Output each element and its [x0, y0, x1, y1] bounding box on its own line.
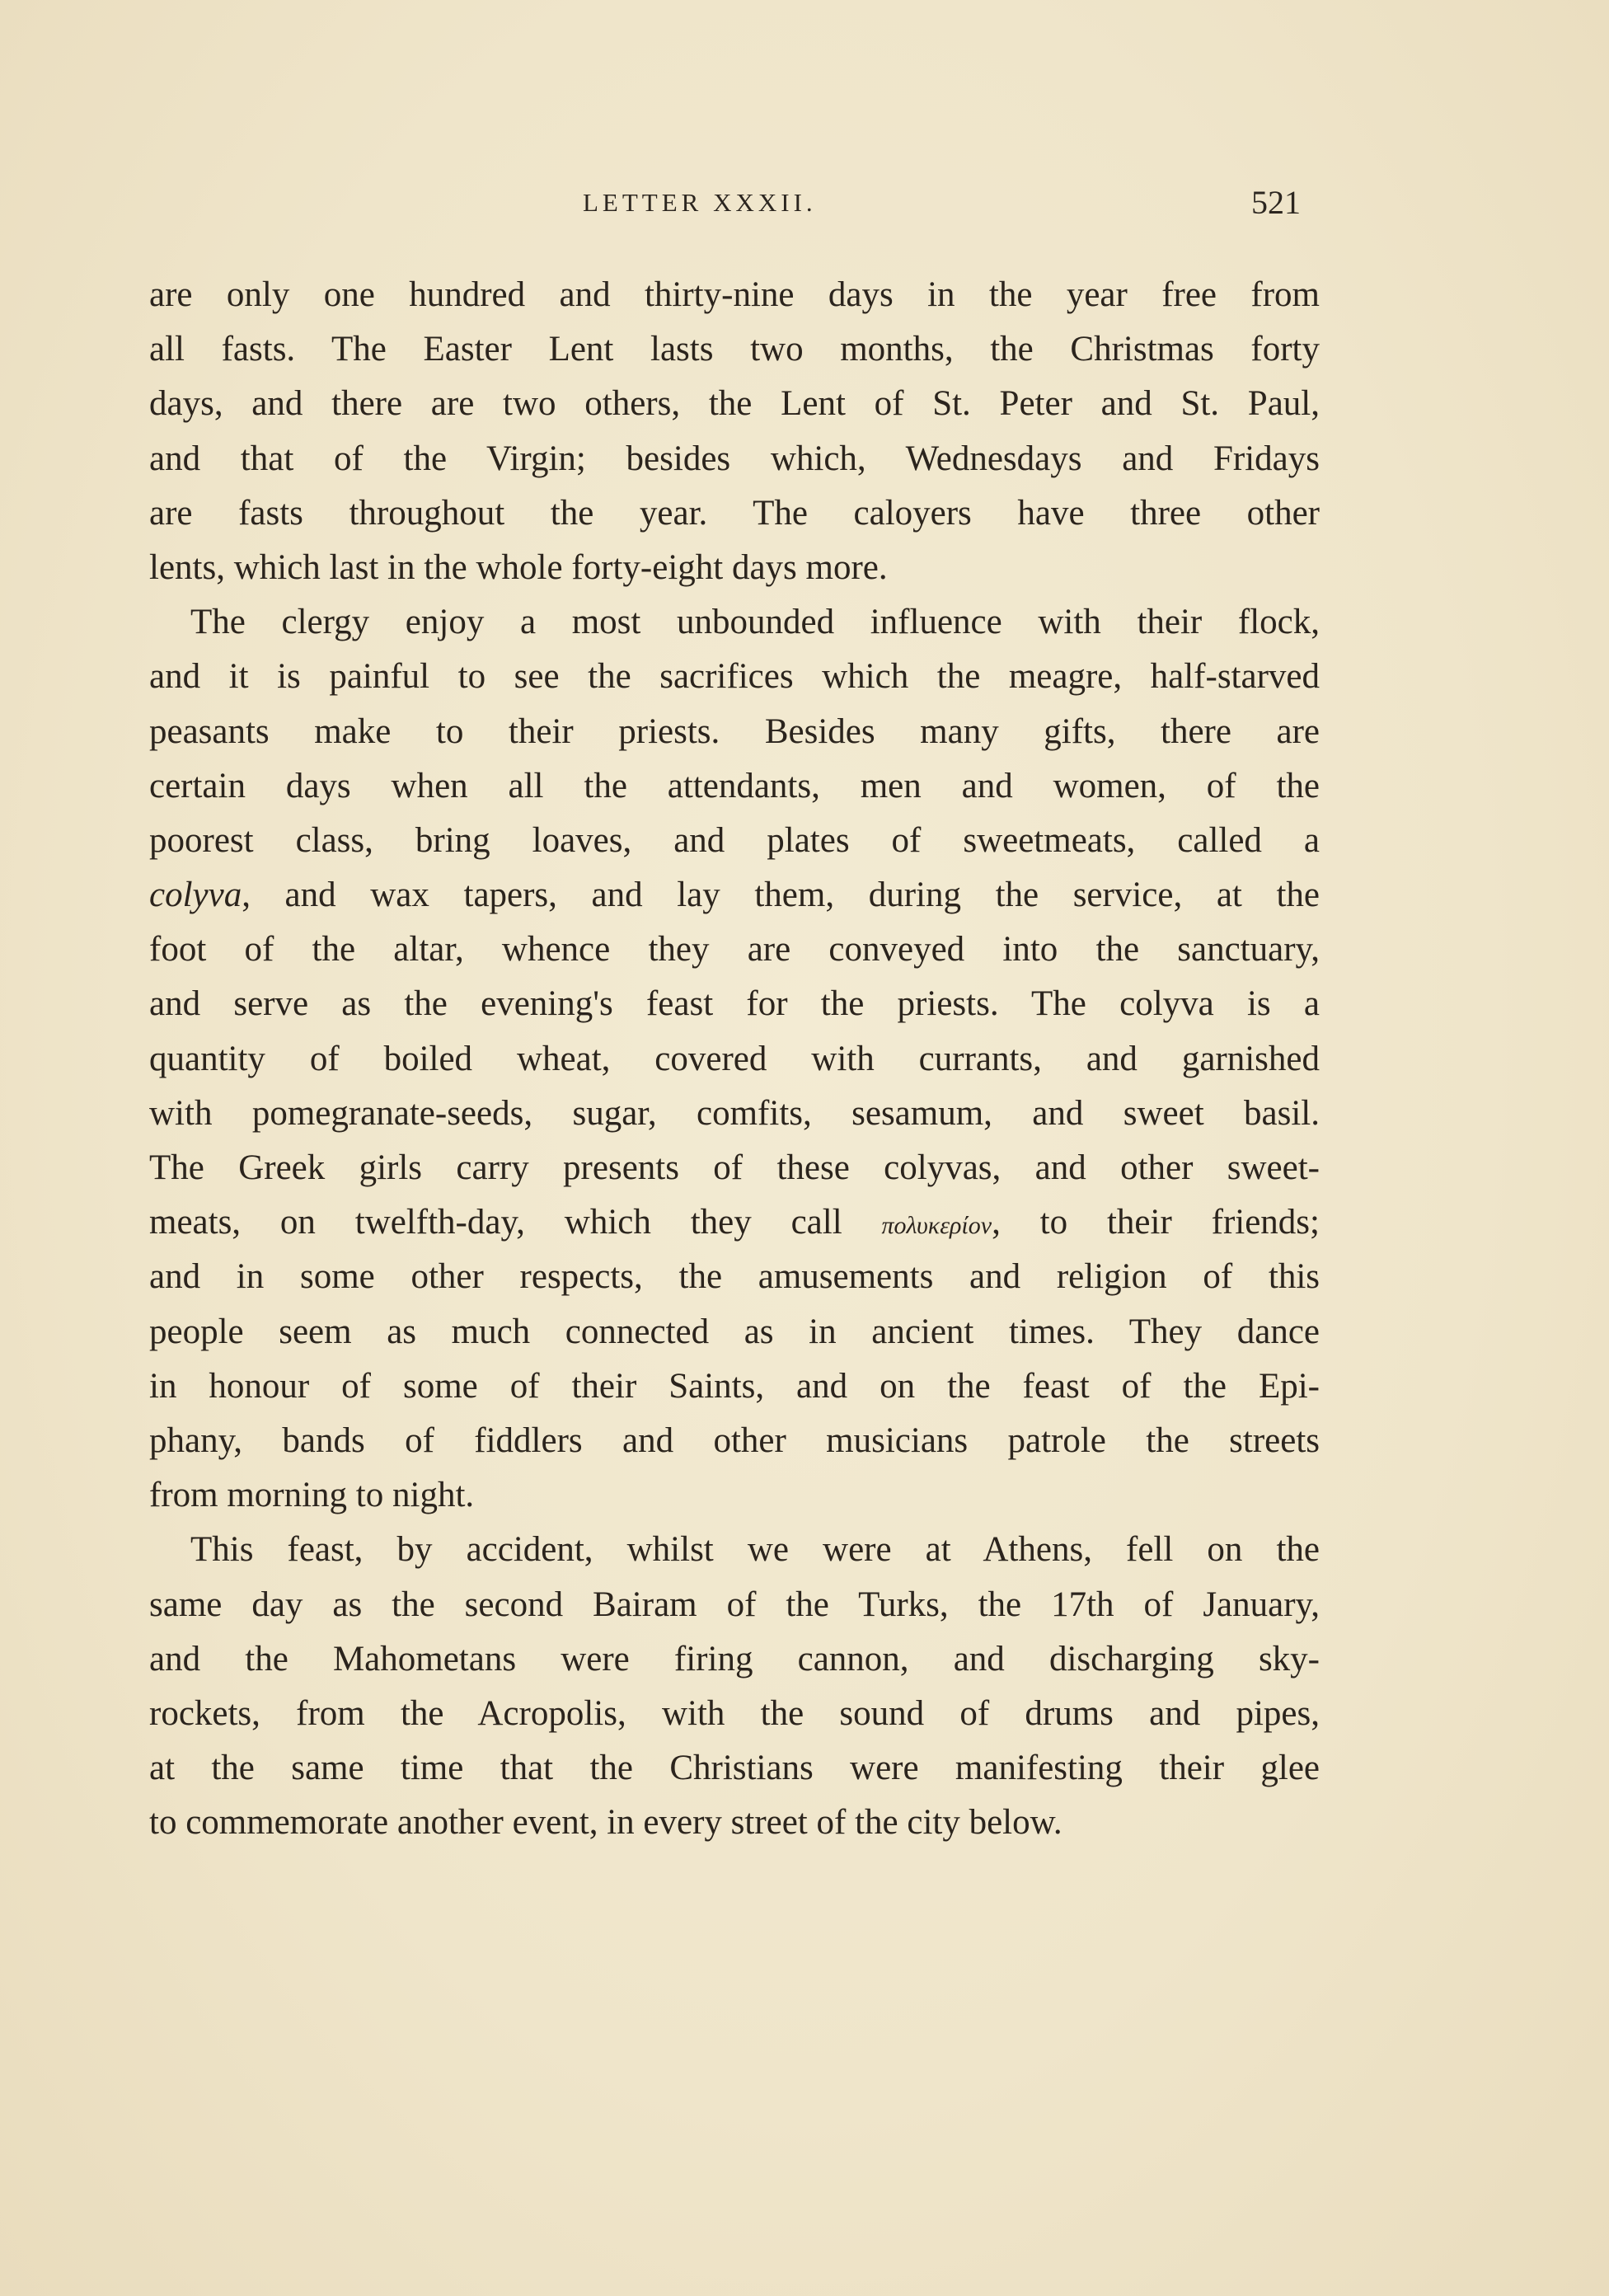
text-line: and in some other respects, the amusements and religion of this: [149, 1257, 1320, 1297]
text-line: quantity of boiled wheat, covered with currants, and garnished: [149, 1039, 1320, 1078]
text-line: and that of the Virgin; besides which, Wednesdays and Fridays: [149, 439, 1320, 478]
text-line: people seem as much connected as in ancient times. They dance: [149, 1312, 1320, 1351]
text-line: This feast, by accident, whilst we were at Athens, fell on the: [190, 1530, 1320, 1570]
text-line: are fasts throughout the year. The caloyers have three other: [149, 493, 1320, 533]
text-line: with pomegranate-seeds, sugar, comfits, sesamum, and sweet basil.: [149, 1093, 1320, 1133]
text-line: certain days when all the attendants, men and women, of the: [149, 766, 1320, 805]
text-line: days, and there are two others, the Lent of St. Peter and St. Paul,: [149, 384, 1320, 424]
page-header: [0, 184, 1609, 237]
page-number: 521: [1251, 184, 1301, 221]
text-line: foot of the altar, whence they are conveyed into the sanctuary,: [149, 930, 1320, 970]
text-line: to commemorate another event, in every street of the city below.: [149, 1803, 1063, 1843]
text-line: [149, 1195, 1320, 1250]
text-line: same day as the second Bairam of the Turks, the 17th of January,: [149, 1585, 1320, 1624]
running-title: LETTER XXXII.: [583, 188, 817, 217]
body-text: [149, 268, 1320, 1850]
text-line: peasants make to their priests. Besides many gifts, there are: [149, 711, 1320, 751]
text-line: and it is painful to see the sacrifices which the meagre, half-starved: [149, 657, 1320, 697]
text-line: and serve as the evening's feast for the priests. The colyva is a: [149, 984, 1320, 1024]
text-line: lents, which last in the whole forty-eight days more.: [149, 547, 888, 587]
text-line: and the Mahometans were firing cannon, and discharging sky-: [149, 1639, 1320, 1679]
line-text: , to their friends;: [992, 1203, 1320, 1242]
text-line: poorest class, bring loaves, and plates of sweetmeats, called a: [149, 820, 1320, 860]
text-line: all fasts. The Easter Lent lasts two months, the Christmas forty: [149, 330, 1320, 369]
text-line: The clergy enjoy a most unbounded influence with their flock,: [190, 603, 1320, 642]
text-line: phany, bands of fiddlers and other musicians patrole the streets: [149, 1420, 1320, 1460]
italic-word: colyva: [149, 876, 242, 915]
line-text: , and wax tapers, and lay them, during the service, at the: [242, 876, 1320, 915]
text-line: The Greek girls carry presents of these colyvas, and other sweet-: [149, 1148, 1320, 1187]
text-line: [149, 868, 1320, 923]
text-line: at the same time that the Christians were manifesting their glee: [149, 1749, 1320, 1788]
text-line: from morning to night.: [149, 1476, 475, 1515]
text-line: in honour of some of their Saints, and on the feast of the Epi-: [149, 1366, 1320, 1406]
text-line: rockets, from the Acropolis, with the sound of drums and pipes,: [149, 1693, 1320, 1733]
text-line: are only one hundred and thirty-nine days in the year free from: [149, 275, 1320, 314]
greek-word: πολυκερίον: [881, 1212, 992, 1240]
line-text: meats, on twelfth-day, which they call: [149, 1203, 882, 1242]
